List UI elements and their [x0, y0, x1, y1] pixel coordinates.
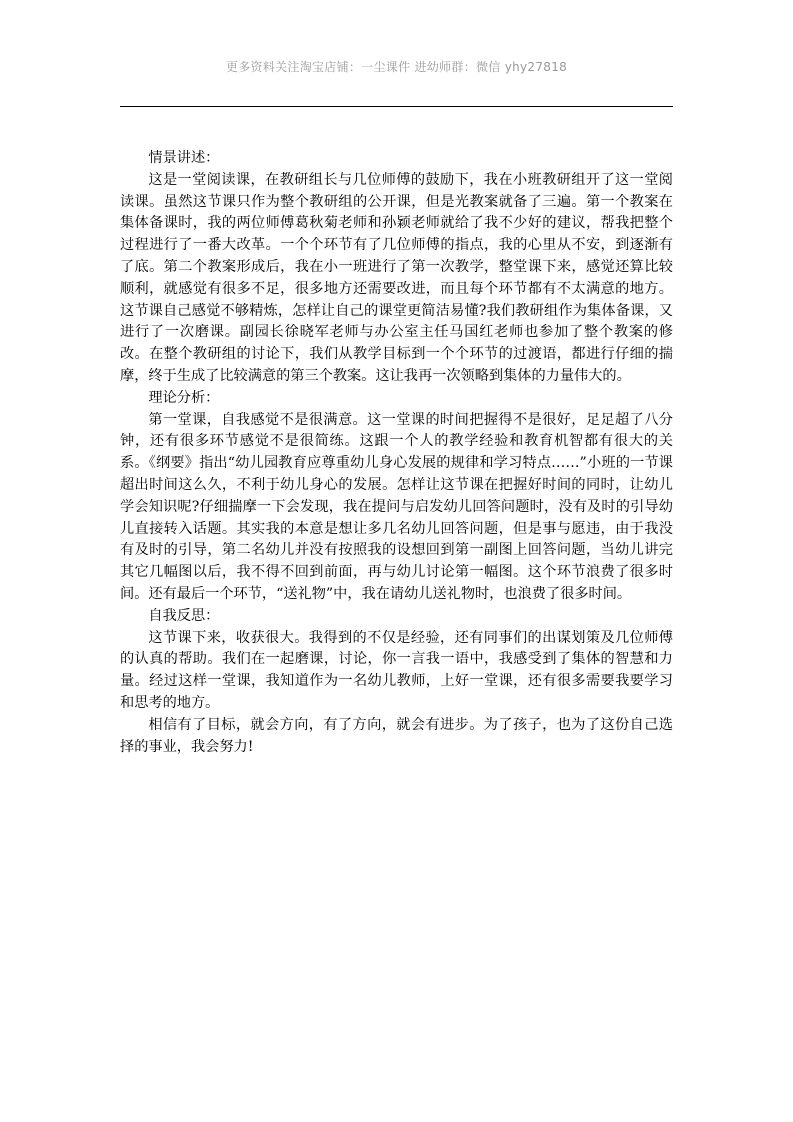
scenario-heading: 情景讲述： [148, 150, 220, 166]
closing-paragraph: 相信有了目标，就会方向，有了方向，就会有进步。为了孩子，也为了这份自己选择的事业，我会努力! [120, 716, 673, 755]
scenario-paragraph: 这是一堂阅读课，在教研组长与几位师傅的鼓励下，我在小班教研组开了这一堂阅读课。虽然这节课只作为整个教研组的公开课，但是光教案就备了三遍。第一个教案在集体备课时，我的两位师傅葛秋菊老师和孙颖老师就给了我不少好的建议，帮我把整个过程进行了一番大改革。一个个环节有了几位师傅的指点，我的心里从不安，到逐渐有了底。第二个教案形成后，我在小一班进行了第一次教学，整堂课下来，感觉还算比较顺利，就感觉有很多不足，很多地方还需要改进，而且每个环节都有不太满意的地方。这节课自己感觉不够精炼，怎样让自己的课堂更简洁易懂?我们教研组作为集体备课，又进行了一次磨课。副园长徐晓军老师与办公室主任马国红老师也参加了整个教案的修改。在整个教研组的讨论下，我们从教学目标到一个个环节的过渡语，都进行仔细的揣摩，终于生成了比较满意的第三个教案。这让我再一次领略到集体的力量伟大的。 [120, 171, 673, 384]
document-body [120, 148, 673, 758]
theory-paragraph: 第一堂课，自我感觉不是很满意。这一堂课的时间把握得不是很好，足足超了八分钟，还有很多环节感觉不是很简练。这跟一个人的教学经验和教育机智都有很大的关系。《纲要》指出“幼儿园教育应尊重幼儿身心发展的规律和学习特点……”小班的一节课超出时间这么久，不利于幼儿身心的发展。怎样让这节课在把握好时间的同时，让幼儿学会知识呢?仔细揣摩一下会发现，我在提问与启发幼儿回答问题时，没有及时的引导幼儿直接转入话题。其实我的本意是想让多几名幼儿回答问题，但是事与愿违，由于我没有及时的引导，第二名幼儿并没有按照我的设想回到第一副图上回答问题，当幼儿讲完其它几幅图以后，我不得不回到前面，再与幼儿讨论第一幅图。这个环节浪费了很多时间。还有最后一个环节，“送礼物”中，我在请幼儿送礼物时，也浪费了很多时间。 [120, 411, 673, 602]
reflection-heading: 自我反思： [148, 607, 220, 624]
page-header: 更多资料关注淘宝店铺：一尘课件 进幼师群：微信 yhy27818 [225, 60, 568, 74]
header-divider [120, 106, 673, 107]
theory-heading: 理论分析： [148, 389, 220, 406]
reflection-paragraph: 这节课下来，收获很大。我得到的不仅是经验，还有同事们的出谋划策及几位师傅的认真的帮助。我们在一起磨课，讨论，你一言我一语中，我感受到了集体的智慧和力量。经过这样一堂课，我知道作为一名幼儿教师，上好一堂课，还有很多需要我要学习和思考的地方。 [120, 629, 673, 711]
